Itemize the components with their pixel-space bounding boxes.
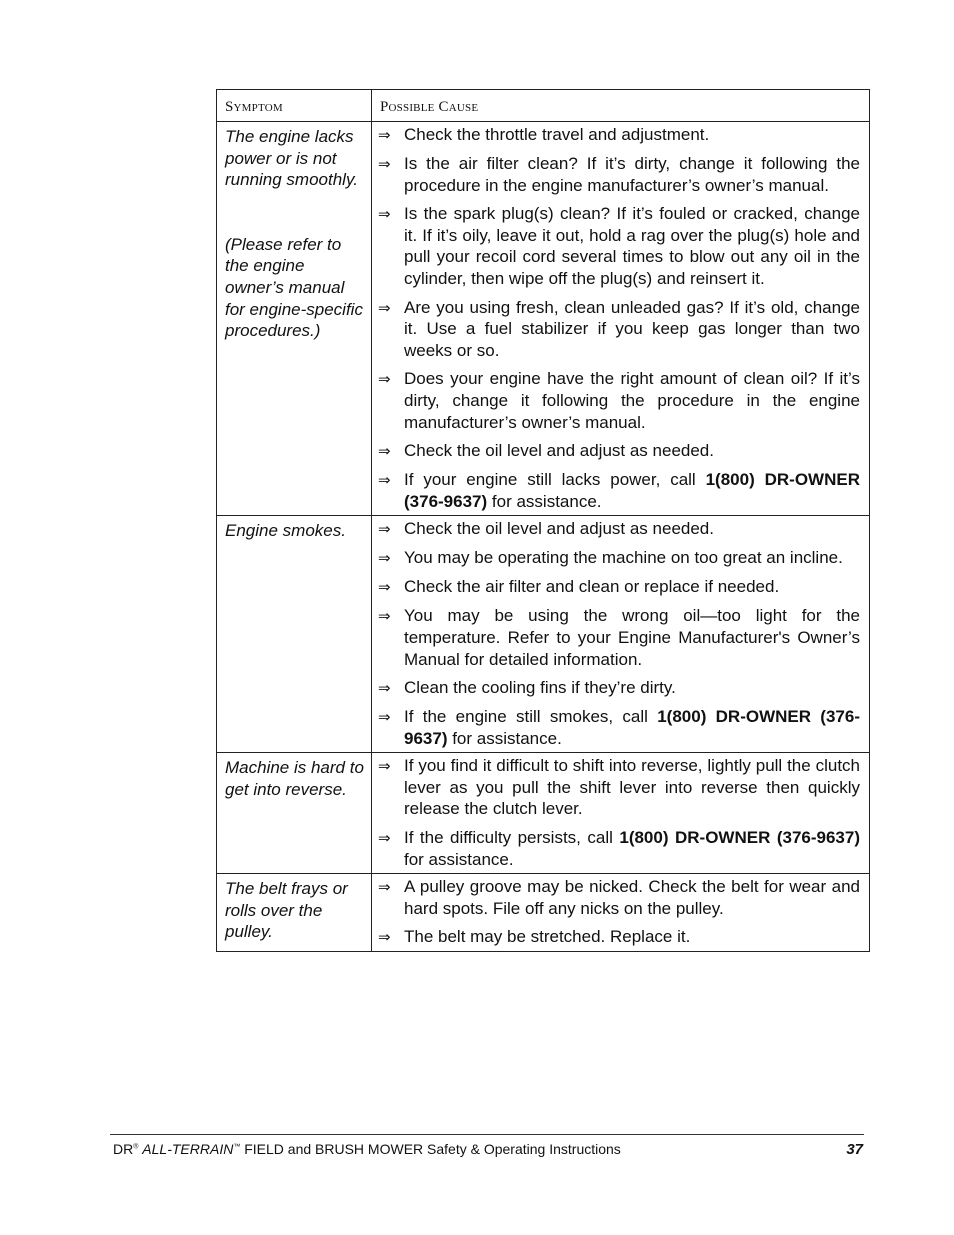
call-text: If your engine still lacks power, call — [404, 470, 706, 490]
cause-text: You may be operating the machine on too great an incline. — [404, 548, 843, 568]
list-item — [378, 469, 860, 512]
symptom-text: Engine smokes. — [225, 521, 346, 541]
arrow-icon: ⇒ — [378, 578, 391, 597]
cause-text: The belt may be stretched. Replace it. — [404, 927, 691, 947]
arrow-icon: ⇒ — [378, 928, 391, 947]
arrow-icon: ⇒ — [378, 155, 391, 173]
symptom-cell — [217, 516, 372, 753]
table-header-row — [217, 90, 870, 122]
list-item — [378, 440, 860, 462]
page-number: 37 — [846, 1141, 863, 1158]
footer-divider — [110, 1134, 864, 1135]
table-row — [217, 874, 870, 952]
cause-text: Does your engine have the right amount of clean oil? If it’s dirty, change it following the procedure in the engine manufacturer’s owner’s manual. — [404, 369, 860, 432]
table-row — [217, 516, 870, 753]
list-item — [378, 124, 860, 146]
footer-title: FIELD and BRUSH MOWER Safety & Operating Instructions — [240, 1141, 621, 1157]
cause-text — [404, 827, 860, 870]
arrow-icon: ⇒ — [378, 205, 391, 224]
list-item — [378, 827, 860, 870]
cause-text — [404, 706, 860, 749]
arrow-icon: ⇒ — [378, 520, 391, 539]
cause-text — [404, 469, 860, 512]
list-item — [378, 926, 860, 948]
call-text: If the engine still smokes, call — [404, 707, 658, 727]
arrow-icon: ⇒ — [378, 878, 391, 897]
footer-brand: DR — [113, 1141, 134, 1157]
list-item — [378, 677, 860, 699]
cause-text: Check the throttle travel and adjustment. — [404, 125, 710, 144]
cause-text: Is the air filter clean? If it’s dirty, change it following the procedure in the engine manufacturer’s owner’s manual. — [404, 154, 860, 195]
cause-text: Is the spark plug(s) clean? If it’s fouled or cracked, change it. If it’s oily, leave it out, hold a rag over the plug(s) hole and pull your recoil cord several times to blow out any oil in the cylinder, then wipe off the plug(s) and reinsert it. — [404, 204, 860, 288]
cause-cell — [372, 516, 870, 753]
phone-number: 1(800) DR-OWNER (376-9637) — [619, 828, 860, 848]
list-item — [378, 153, 860, 196]
call-suffix: for assistance. — [447, 728, 562, 748]
registered-mark: ® — [133, 1143, 139, 1151]
list-item — [378, 547, 860, 569]
symptom-text: Machine is hard to get into reverse. — [225, 758, 364, 799]
cause-cell — [372, 122, 870, 516]
arrow-icon: ⇒ — [378, 298, 391, 317]
phone-number: 1(800) DR-OWNER (376-9637) — [404, 470, 860, 511]
list-item — [378, 368, 860, 433]
symptom-note: (Please refer to the engine owner’s manual for engine-specific procedures.) — [225, 234, 363, 341]
arrow-icon: ⇒ — [378, 607, 391, 626]
arrow-icon: ⇒ — [378, 829, 391, 848]
trademark-mark: ™ — [233, 1143, 241, 1151]
cause-text: Are you using fresh, clean unleaded gas? If it’s old, change it. Use a fuel stabilizer if you keep gas longer than two weeks or so. — [404, 297, 860, 360]
header-symptom: Symptom — [217, 90, 372, 122]
symptom-cell — [217, 753, 372, 874]
arrow-icon: ⇒ — [378, 442, 391, 461]
arrow-icon: ⇒ — [378, 370, 391, 389]
arrow-icon: ⇒ — [378, 757, 391, 776]
list-item — [378, 576, 860, 598]
footer-product: ALL-TERRAIN — [142, 1141, 234, 1157]
cause-text: Check the oil level and adjust as needed. — [404, 519, 714, 539]
table-row — [217, 122, 870, 516]
call-text: If the difficulty persists, call — [404, 828, 620, 848]
cause-text: Check the air filter and clean or replace if needed. — [404, 577, 780, 597]
phone-number: 1(800) DR-OWNER (376-9637) — [404, 707, 860, 748]
call-suffix: for assistance. — [487, 491, 602, 511]
cause-text: A pulley groove may be nicked. Check the belt for wear and hard spots. File off any nicks on the pulley. — [404, 877, 860, 918]
arrow-icon: ⇒ — [378, 126, 391, 144]
cause-cell — [372, 874, 870, 952]
symptom-cell — [217, 122, 372, 516]
cause-text: Check the oil level and adjust as needed. — [404, 441, 714, 461]
table-row — [217, 753, 870, 874]
list-item — [378, 297, 860, 362]
list-item — [378, 755, 860, 820]
arrow-icon: ⇒ — [378, 679, 391, 698]
arrow-icon: ⇒ — [378, 549, 391, 568]
arrow-icon: ⇒ — [378, 471, 391, 490]
cause-text: If you find it difficult to shift into reverse, lightly pull the clutch lever as you pull the shift lever into reverse then quickly release the clutch lever. — [404, 756, 860, 819]
cause-text: Clean the cooling fins if they’re dirty. — [404, 678, 676, 698]
symptom-text: The belt frays or rolls over the pulley. — [225, 879, 348, 942]
list-item — [378, 876, 860, 919]
cause-text: You may be using the wrong oil—too light for the temperature. Refer to your Engine Manufacturer's Owner’s Manual for detailed information. — [404, 606, 860, 669]
call-suffix: for assistance. — [404, 849, 514, 869]
list-item — [378, 605, 860, 670]
symptom-cell — [217, 874, 372, 952]
troubleshooting-table — [216, 89, 870, 952]
header-possible-cause: Possible Cause — [372, 90, 870, 122]
symptom-text: The engine lacks power or is not running smoothly. — [225, 127, 358, 190]
arrow-icon: ⇒ — [378, 708, 391, 727]
list-item — [378, 706, 860, 749]
list-item — [378, 203, 860, 289]
list-item — [378, 518, 860, 540]
page-footer — [113, 1141, 863, 1157]
cause-cell — [372, 753, 870, 874]
